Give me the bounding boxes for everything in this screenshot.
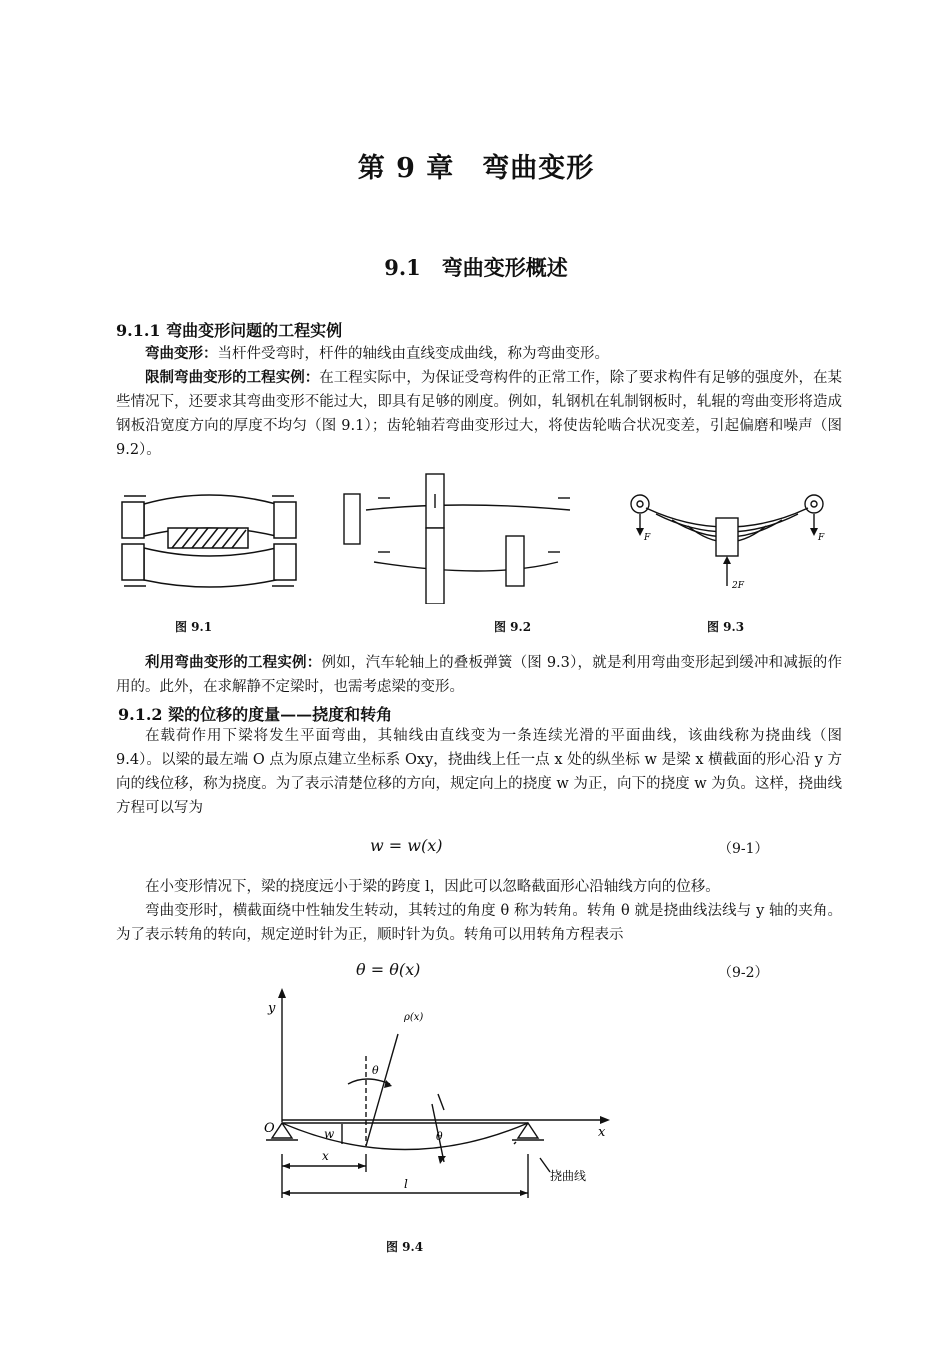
fig94-label-y: y — [268, 1001, 276, 1016]
definition-paragraph — [116, 342, 842, 366]
fig94-label-x-dim: x — [322, 1149, 329, 1163]
fig94-label-w: w — [324, 1127, 335, 1141]
figure-9-1-rolling-mill — [116, 484, 302, 592]
limit-term: 限制弯曲变形的工程实例： — [145, 369, 320, 386]
figure-9-4-beam-deflection — [250, 986, 622, 1208]
rotation-paragraph: 弯曲变形时，横截面绕中性轴发生转动，其转过的角度 θ 称为转角。转角 θ 就是挠曲线法线与 y 轴的夹角。为了表示转角的转向，规定逆时针为正，顺时针为负。转角可以用转角方程表示 — [116, 903, 842, 943]
figure-9-3-leaf-spring — [616, 484, 842, 594]
fig93-label-2f: 2F — [732, 581, 744, 591]
fig94-label-origin: O — [264, 1121, 275, 1136]
fig93-label-f-left: F — [644, 533, 651, 543]
use-term: 利用弯曲变形的工程实例： — [145, 654, 322, 671]
limit-text: 在工程实际中，为保证受弯构件的正常工作，除了要求构件有足够的强度外，在某些情况下，还要求其弯曲变形不能过大，即具有足够的刚度。例如，轧钢机在轧制钢板时，轧辊的弯曲变形将造成钢板沿宽度方向的厚度不均匀（图 9.1）；齿轮轴若弯曲变形过大，将使齿轮啮合状况变差，引起偏磨和噪声（图 9.2）。 — [116, 370, 843, 458]
equation-9-1: w = w(x) — [370, 836, 443, 855]
caption-figure-9-1: 图 9.1 — [175, 620, 213, 634]
definition-term: 弯曲变形： — [145, 345, 218, 362]
equation-number-9-2: （9-2） — [718, 965, 769, 981]
fig94-label-curve: 挠曲线 — [550, 1169, 587, 1183]
fig94-label-rho: ρ(x) — [404, 1012, 424, 1023]
subsection-heading-911: 9.1.1 弯曲变形问题的工程实例 — [116, 321, 343, 340]
use-text: 例如，汽车轮轴上的叠板弹簧（图 9.3），就是利用弯曲变形起到缓冲和减振的作用的。此外，在求解静不定梁时，也需考虑梁的变形。 — [116, 655, 843, 695]
paragraph-block-912 — [116, 724, 842, 820]
fig94-label-theta-lower: θ — [436, 1130, 443, 1143]
definition-text: 当杆件受弯时，杆件的轴线由直线变成曲线，称为弯曲变形。 — [217, 346, 609, 362]
section-title: 9.1 弯曲变形概述 — [384, 255, 568, 280]
small-deformation-paragraph: 在小变形情况下，梁的挠度远小于梁的跨度 l，因此可以忽略截面形心沿轴线方向的位移。 — [145, 879, 720, 895]
fig94-label-x-axis: x — [598, 1125, 606, 1140]
caption-figure-9-4: 图 9.4 — [386, 1240, 424, 1254]
chapter-title: 第 9 章 弯曲变形 — [357, 153, 595, 184]
paragraph-block-use — [116, 651, 842, 699]
caption-figure-9-2: 图 9.2 — [494, 620, 532, 634]
equation-9-2: θ = θ(x) — [356, 960, 421, 979]
use-paragraph — [116, 651, 842, 699]
paragraph-block-rotation — [116, 875, 842, 947]
paragraph-block-911 — [116, 342, 842, 462]
subsection-heading-912: 9.1.2 梁的位移的度量——挠度和转角 — [118, 705, 393, 724]
fig93-label-f-right: F — [818, 533, 825, 543]
fig94-label-theta-top: θ — [372, 1064, 379, 1077]
caption-figure-9-3: 图 9.3 — [707, 620, 745, 634]
figure-9-2-gear-shafts — [338, 470, 578, 604]
deflection-paragraph: 在载荷作用下梁将发生平面弯曲，其轴线由直线变为一条连续光滑的平面曲线，该曲线称为挠曲线（图 9.4）。以梁的最左端 O 点为原点建立坐标系 Oxy，挠曲线上任一点 x 处的纵坐标 w 是梁 x 横截面的形心沿 y 方向的线位移，称为挠度。为了表示清楚位移的方向，规定向上的挠度 w 为正，向下的挠度 w 为负。这样，挠曲线方程可以写为 — [116, 728, 842, 816]
limit-paragraph — [116, 366, 842, 462]
equation-number-9-1: （9-1） — [718, 841, 769, 857]
fig94-label-l-dim: l — [404, 1177, 408, 1191]
